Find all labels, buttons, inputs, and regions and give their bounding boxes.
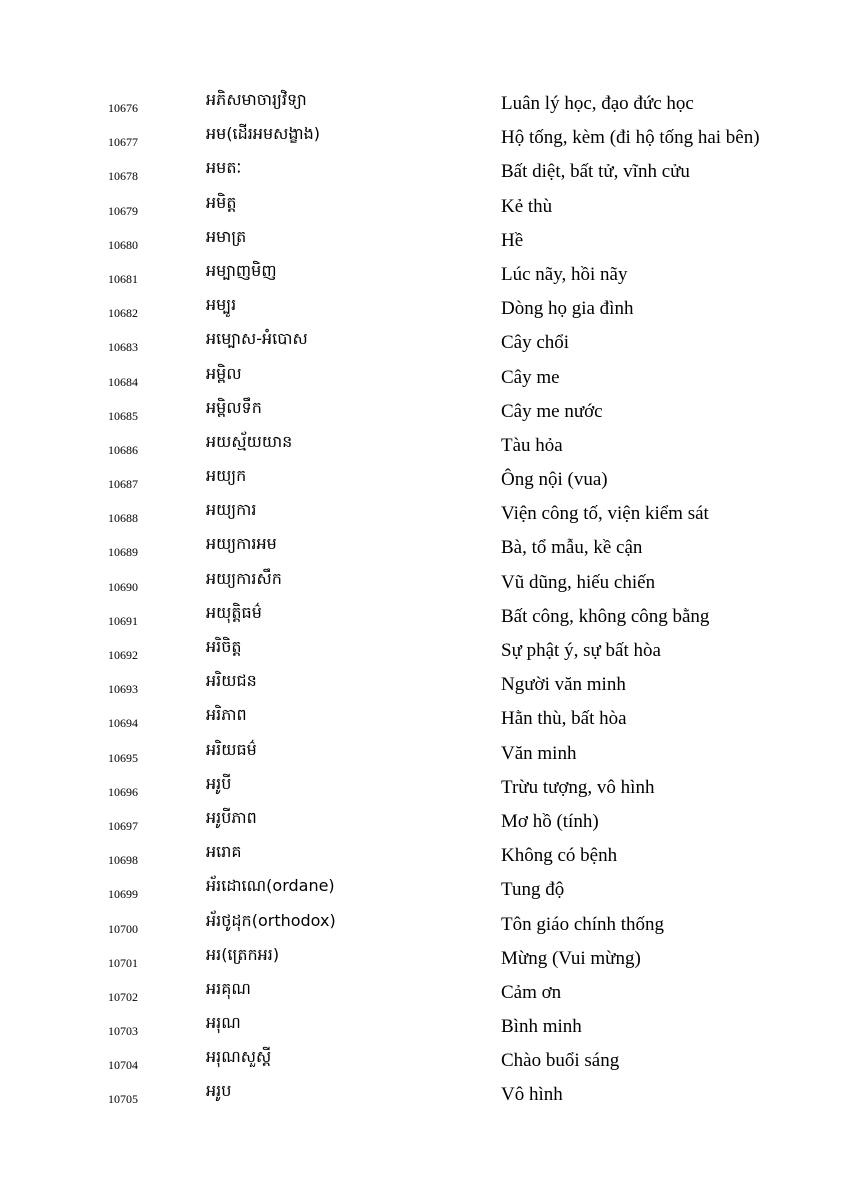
entry-vietnamese-meaning: Tung độ [501, 879, 565, 901]
entry-row [0, 872, 848, 906]
entry-khmer-term: អយ្យការអម [206, 534, 277, 554]
entry-number: 10702 [108, 989, 138, 1004]
entry-row [0, 462, 848, 496]
entry-khmer-term: អរគុណ [206, 978, 251, 998]
entry-vietnamese-meaning: Cây me nước [501, 400, 603, 422]
entry-vietnamese-meaning: Kẻ thù [501, 195, 553, 217]
entry-row [0, 120, 848, 154]
entry-number: 10699 [108, 887, 138, 902]
entry-row [0, 804, 848, 838]
entry-number: 10678 [108, 169, 138, 184]
entry-vietnamese-meaning: Tôn giáo chính thống [501, 913, 665, 935]
entry-row [0, 1043, 848, 1077]
entry-row [0, 1077, 848, 1111]
entry-vietnamese-meaning: Mừng (Vui mừng) [501, 947, 641, 969]
entry-row [0, 736, 848, 770]
entry-number: 10683 [108, 340, 138, 355]
entry-row [0, 530, 848, 564]
entry-khmer-term: អយុត្តិធម៌ [206, 602, 262, 622]
entry-khmer-term: អរុណសួស្តី [206, 1047, 272, 1067]
entry-number: 10697 [108, 818, 138, 833]
entry-row [0, 496, 848, 530]
entry-vietnamese-meaning: Trừu tượng, vô hình [501, 776, 655, 798]
entry-vietnamese-meaning: Ông nội (vua) [501, 469, 608, 491]
entry-khmer-term: អម(ដើរអមសង្ខាង) [206, 124, 321, 144]
entry-row [0, 360, 848, 394]
entry-khmer-term: អយ្យការ [206, 500, 257, 520]
entry-khmer-term: អរោគ [206, 842, 242, 862]
entry-vietnamese-meaning: Bình minh [501, 1016, 582, 1038]
entry-number: 10700 [108, 921, 138, 936]
entry-number: 10696 [108, 784, 138, 799]
entry-vietnamese-meaning: Chào buổi sáng [501, 1050, 620, 1072]
entry-number: 10685 [108, 408, 138, 423]
entry-number: 10681 [108, 271, 138, 286]
entry-vietnamese-meaning: Hộ tống, kèm (đi hộ tống hai bên) [501, 127, 760, 149]
entry-number: 10679 [108, 203, 138, 218]
entry-row [0, 599, 848, 633]
entry-vietnamese-meaning: Cảm ơn [501, 981, 562, 1003]
entry-vietnamese-meaning: Cây me [501, 366, 560, 388]
entry-row [0, 325, 848, 359]
entry-khmer-term: អរ(ត្រេកអរ) [206, 944, 280, 964]
entry-vietnamese-meaning: Hề [501, 229, 524, 251]
entry-row [0, 701, 848, 735]
entry-number: 10701 [108, 955, 138, 970]
entry-row [0, 223, 848, 257]
entry-number: 10687 [108, 477, 138, 492]
entry-row [0, 189, 848, 223]
entry-vietnamese-meaning: Cây chổi [501, 332, 570, 354]
entry-row [0, 1009, 848, 1043]
entry-khmer-term: អមិត្ត [206, 192, 237, 212]
entry-vietnamese-meaning: Không có bệnh [501, 845, 618, 867]
entry-row [0, 154, 848, 188]
entry-number: 10680 [108, 237, 138, 252]
entry-row [0, 291, 848, 325]
entry-khmer-term: អមាត្រ [206, 226, 247, 246]
entry-row [0, 838, 848, 872]
entry-number: 10676 [108, 101, 138, 115]
entry-number: 10684 [108, 374, 138, 389]
entry-number: 10692 [108, 648, 138, 662]
entry-number: 10690 [108, 579, 138, 594]
entry-khmer-term: អយស្ម័យយាន [206, 431, 293, 451]
entry-khmer-term: អរូបី [206, 773, 232, 793]
entry-row [0, 428, 848, 462]
entry-khmer-term: អរិយជន [206, 671, 257, 691]
entry-vietnamese-meaning: Hằn thù, bất hòa [501, 708, 627, 730]
entry-number: 10682 [108, 306, 138, 321]
entry-row [0, 770, 848, 804]
entry-row [0, 907, 848, 941]
entry-vietnamese-meaning: Tàu hỏa [501, 434, 563, 456]
entry-vietnamese-meaning: Mơ hồ (tính) [501, 810, 599, 832]
entry-row [0, 633, 848, 667]
entry-khmer-term: អ័រដោណេ(ordane) [206, 876, 335, 896]
entry-number: 10688 [108, 511, 138, 526]
entry-vietnamese-meaning: Sự phật ý, sự bất hòa [501, 640, 661, 661]
entry-number: 10677 [108, 135, 138, 150]
entry-row [0, 667, 848, 701]
entry-number: 10686 [108, 442, 138, 457]
entry-khmer-term: អ័រថូដុក(orthodox) [206, 910, 336, 930]
entry-khmer-term: អយ្យការសឹក [206, 568, 282, 588]
entry-number: 10695 [108, 750, 138, 765]
entry-khmer-term: អយ្យក [206, 466, 247, 486]
entry-number: 10693 [108, 682, 138, 697]
entry-khmer-term: អរុណ [206, 1013, 241, 1033]
entry-vietnamese-meaning: Vũ dũng, hiếu chiến [501, 571, 656, 593]
entry-number: 10689 [108, 545, 138, 560]
entry-vietnamese-meaning: Vô hình [501, 1084, 563, 1106]
entry-row [0, 941, 848, 975]
entry-vietnamese-meaning: Bất công, không công bằng [501, 605, 710, 627]
entry-vietnamese-meaning: Luân lý học, đạo đức học [501, 93, 694, 114]
entry-vietnamese-meaning: Dòng họ gia đình [501, 298, 634, 320]
entry-number: 10704 [108, 1058, 138, 1073]
entry-khmer-term: អម្ពិល [206, 363, 242, 383]
entry-number: 10705 [108, 1092, 138, 1107]
entry-khmer-term: អរូបីភាព [206, 807, 257, 827]
entry-khmer-term: អម្បូរ [206, 295, 237, 315]
entry-vietnamese-meaning: Người văn minh [501, 674, 626, 696]
entry-vietnamese-meaning: Bất diệt, bất tử, vĩnh cửu [501, 161, 690, 183]
entry-list [0, 86, 848, 1112]
entry-row [0, 257, 848, 291]
entry-number: 10691 [108, 613, 138, 628]
entry-row [0, 394, 848, 428]
entry-khmer-term: អមតៈ [206, 158, 242, 178]
entry-khmer-term: អភិសមាចារ្យវិទ្យា [206, 90, 307, 109]
entry-row [0, 975, 848, 1009]
entry-row [0, 565, 848, 599]
entry-number: 10703 [108, 1024, 138, 1039]
entry-number: 10694 [108, 716, 138, 731]
entry-khmer-term: អរិភាព [206, 705, 247, 725]
entry-khmer-term: អរិចិត្ត [206, 637, 242, 656]
entry-khmer-term: អរូប [206, 1081, 232, 1101]
entry-number: 10698 [108, 853, 138, 868]
entry-khmer-term: អរិយធម៌ [206, 739, 257, 759]
entry-khmer-term: អម្បោស-អំបោស [206, 329, 308, 349]
entry-row [0, 86, 848, 120]
entry-khmer-term: អម្បាញមិញ [206, 260, 277, 280]
entry-vietnamese-meaning: Lúc nãy, hồi nãy [501, 263, 628, 285]
entry-vietnamese-meaning: Bà, tổ mẫu, kề cận [501, 537, 643, 559]
entry-khmer-term: អម្ពិលទឹក [206, 397, 262, 417]
entry-vietnamese-meaning: Viện công tố, viện kiểm sát [501, 503, 709, 525]
entry-vietnamese-meaning: Văn minh [501, 742, 577, 764]
